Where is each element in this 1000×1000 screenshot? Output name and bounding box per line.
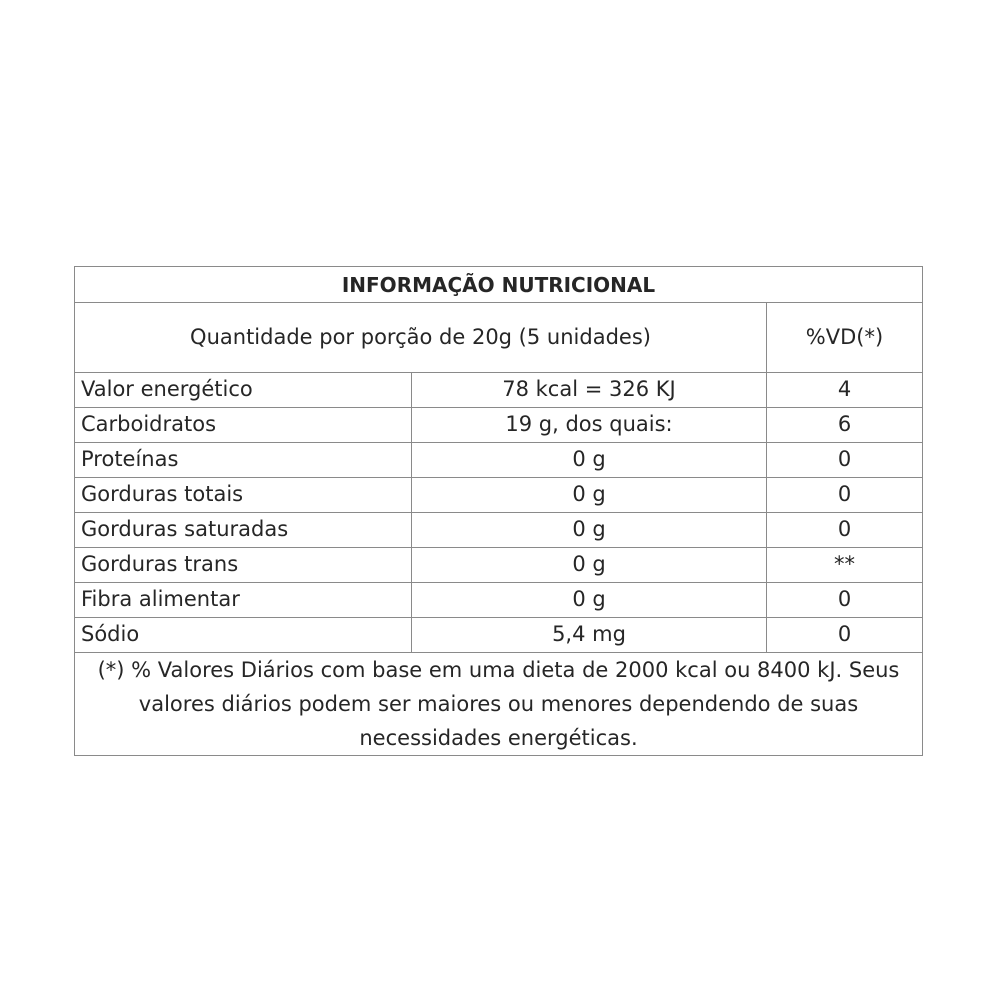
table-row [75,583,923,618]
nutrient-daily-value: 4 [767,373,923,408]
table-row [75,373,923,408]
serving-size-label: Quantidade por porção de 20g (5 unidades) [75,303,767,373]
nutrient-name: Gorduras trans [75,548,412,583]
table-row [75,408,923,443]
table-row [75,443,923,478]
nutrient-amount: 19 g, dos quais: [412,408,767,443]
table-title-row [75,267,923,303]
daily-values-footnote: (*) % Valores Diários com base em uma dieta de 2000 kcal ou 8400 kJ. Seus valores diários podem ser maiores ou menores dependendo de suas necessidades energéticas. [75,653,923,756]
nutrient-daily-value: 0 [767,583,923,618]
nutrient-name: Proteínas [75,443,412,478]
nutrient-amount: 78 kcal = 326 KJ [412,373,767,408]
nutrient-amount: 0 g [412,443,767,478]
nutrient-daily-value: 0 [767,618,923,653]
nutrient-name: Valor energético [75,373,412,408]
nutrition-facts-table [74,266,923,756]
nutrient-amount: 0 g [412,548,767,583]
table-row [75,548,923,583]
nutrient-daily-value: 0 [767,478,923,513]
nutrient-name: Sódio [75,618,412,653]
table-row [75,618,923,653]
serving-header-row [75,303,923,373]
nutrient-amount: 0 g [412,583,767,618]
nutrient-amount: 0 g [412,478,767,513]
daily-value-header: %VD(*) [767,303,923,373]
nutrient-amount: 5,4 mg [412,618,767,653]
nutrient-name: Gorduras saturadas [75,513,412,548]
nutrient-amount: 0 g [412,513,767,548]
nutrient-name: Fibra alimentar [75,583,412,618]
nutrient-daily-value: 0 [767,513,923,548]
nutrient-name: Gorduras totais [75,478,412,513]
table-title: INFORMAÇÃO NUTRICIONAL [75,267,923,303]
table-row [75,513,923,548]
table-row [75,478,923,513]
nutrient-daily-value: 6 [767,408,923,443]
footnote-row [75,653,923,756]
nutrient-daily-value: 0 [767,443,923,478]
nutrient-name: Carboidratos [75,408,412,443]
nutrient-daily-value: ** [767,548,923,583]
